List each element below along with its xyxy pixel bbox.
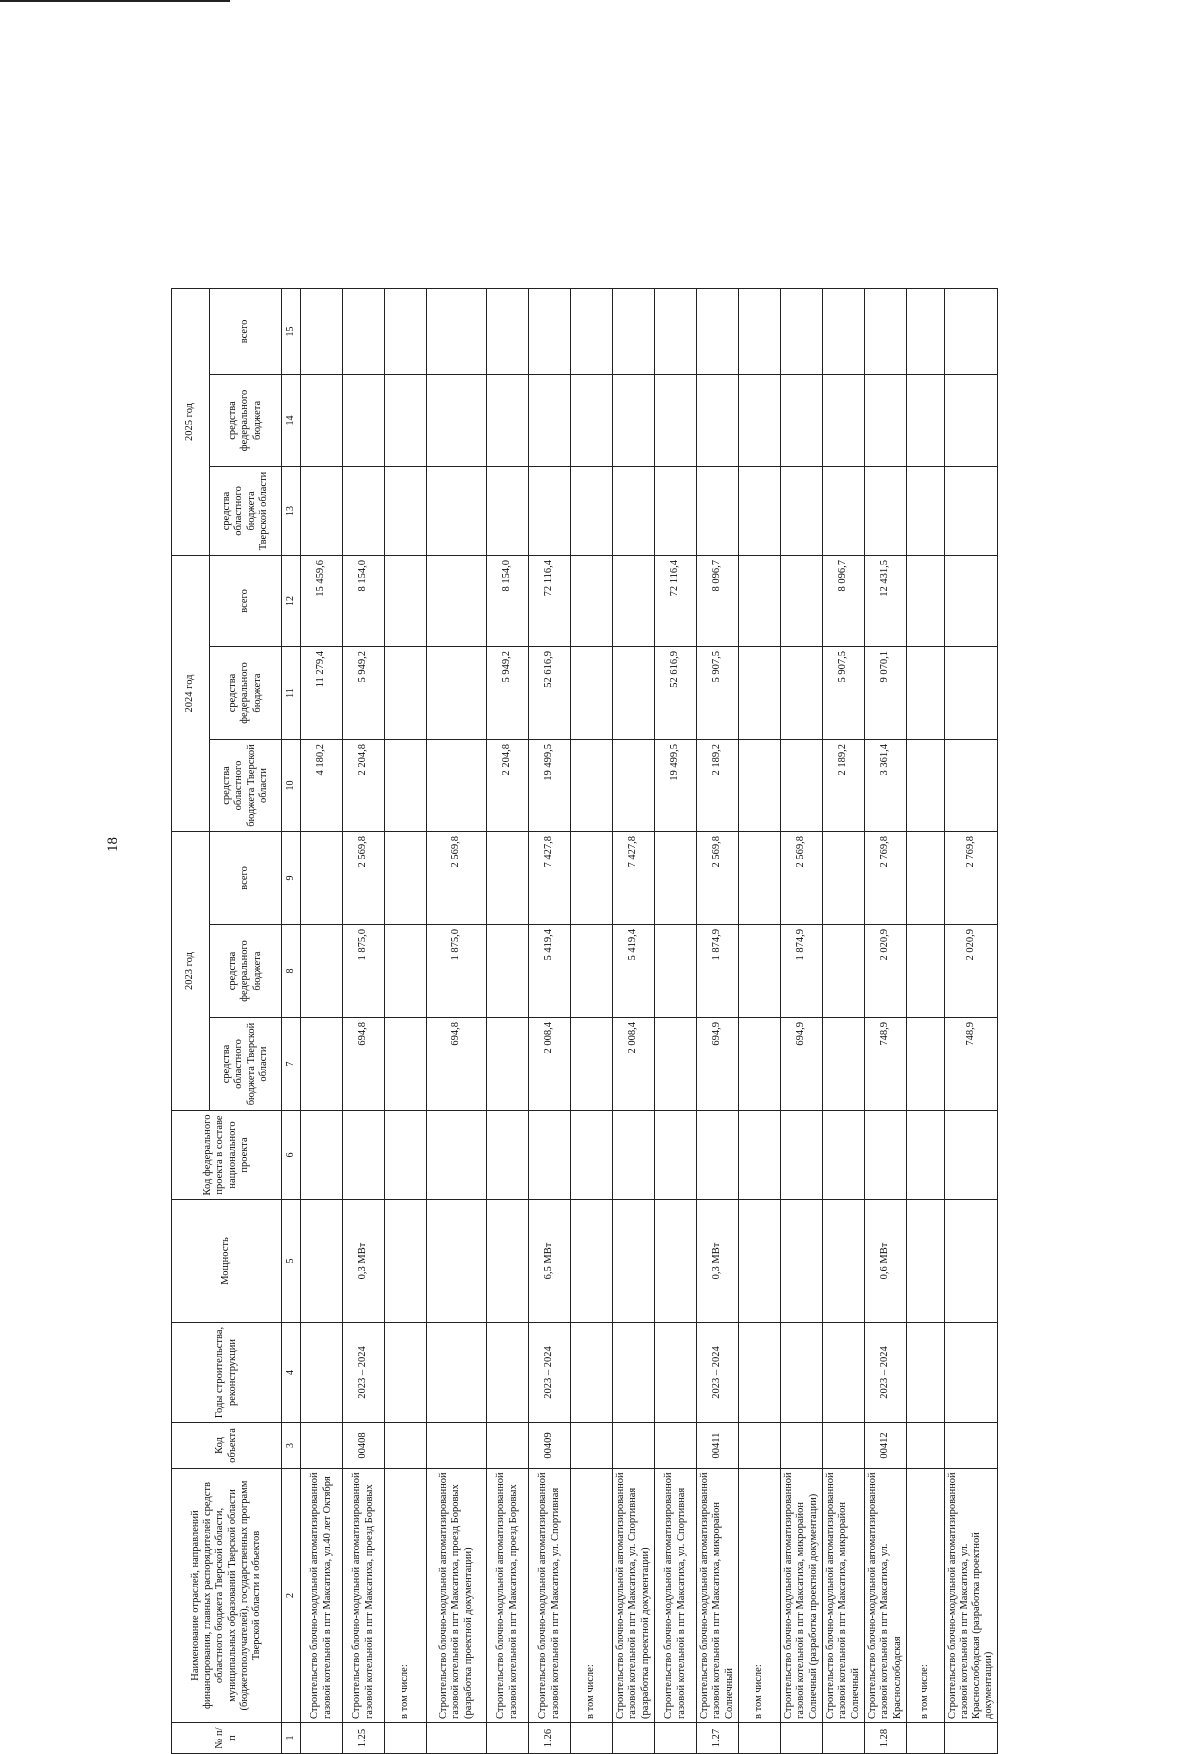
header-2025: 2025 год bbox=[171, 288, 209, 555]
cell-c10: 3 361,4 bbox=[864, 739, 906, 831]
cell-c10 bbox=[384, 739, 426, 831]
header-2024: 2024 год bbox=[171, 555, 209, 831]
cell-c11: 5 907,5 bbox=[822, 646, 864, 739]
cell-c14 bbox=[864, 374, 906, 466]
cell-name: в том числе: bbox=[738, 1468, 780, 1722]
cell-c7 bbox=[570, 1017, 612, 1110]
cell-power bbox=[654, 1199, 696, 1322]
cell-c8: 1 874,9 bbox=[696, 924, 738, 1017]
cell-c10 bbox=[426, 739, 486, 831]
cell-no: 1.25 bbox=[342, 1722, 384, 1753]
cell-years: 2023 – 2024 bbox=[696, 1322, 738, 1422]
cell-fedcode bbox=[342, 1110, 384, 1199]
cell-c8 bbox=[822, 924, 864, 1017]
cell-c14 bbox=[342, 374, 384, 466]
budget-table-rotated bbox=[171, 289, 1028, 1754]
table-row bbox=[342, 288, 384, 1753]
cell-c8: 5 419,4 bbox=[528, 924, 570, 1017]
cell-c15 bbox=[486, 288, 528, 374]
cell-c12 bbox=[738, 555, 780, 646]
header-fedcode: Код федерального проекта в составе национального проекта bbox=[171, 1110, 281, 1199]
cell-years: 2023 – 2024 bbox=[864, 1322, 906, 1422]
cell-c7: 748,9 bbox=[864, 1017, 906, 1110]
cell-fedcode bbox=[654, 1110, 696, 1199]
table-row bbox=[780, 288, 822, 1753]
cell-name: Строительство блочно-модульной автоматизированной газовой котельной в пгт Максатиха, ул. Спортивная bbox=[528, 1468, 570, 1722]
cell-c10: 4 180,2 bbox=[300, 739, 342, 831]
table-row bbox=[822, 288, 864, 1753]
cell-c13 bbox=[944, 466, 997, 555]
cell-c15 bbox=[944, 288, 997, 374]
header-no: № п/п bbox=[171, 1722, 281, 1753]
cell-c11: 5 949,2 bbox=[486, 646, 528, 739]
cell-code bbox=[486, 1422, 528, 1468]
cell-c7 bbox=[384, 1017, 426, 1110]
table-row bbox=[906, 288, 944, 1753]
cell-fedcode bbox=[822, 1110, 864, 1199]
cell-no bbox=[906, 1722, 944, 1753]
cell-c15 bbox=[528, 288, 570, 374]
table-row bbox=[528, 288, 570, 1753]
cell-c10 bbox=[570, 739, 612, 831]
cell-c11 bbox=[780, 646, 822, 739]
cell-c12: 8 096,7 bbox=[696, 555, 738, 646]
table-row bbox=[612, 288, 654, 1753]
cell-c15 bbox=[570, 288, 612, 374]
cell-c15 bbox=[696, 288, 738, 374]
table-row bbox=[944, 288, 997, 1753]
cell-years bbox=[300, 1322, 342, 1422]
cell-c15 bbox=[384, 288, 426, 374]
col-number: 5 bbox=[281, 1199, 300, 1322]
cell-c7 bbox=[738, 1017, 780, 1110]
cell-c14 bbox=[486, 374, 528, 466]
cell-code bbox=[426, 1422, 486, 1468]
cell-power: 0,3 МВт bbox=[696, 1199, 738, 1322]
table-row bbox=[486, 288, 528, 1753]
cell-fedcode bbox=[780, 1110, 822, 1199]
cell-c7 bbox=[906, 1017, 944, 1110]
cell-code: 00408 bbox=[342, 1422, 384, 1468]
header-2025-regional: средства областного бюджета Тверской области bbox=[209, 466, 281, 555]
cell-c13 bbox=[612, 466, 654, 555]
cell-code: 00409 bbox=[528, 1422, 570, 1468]
cell-name: Строительство блочно-модульной автоматизированной газовой котельной в пгт Максатиха, ул.40 лет Октября bbox=[300, 1468, 342, 1722]
cell-c7: 694,8 bbox=[426, 1017, 486, 1110]
cell-no bbox=[384, 1722, 426, 1753]
cell-c10 bbox=[780, 739, 822, 831]
cell-code bbox=[780, 1422, 822, 1468]
cell-power bbox=[612, 1199, 654, 1322]
cell-c9: 2 769,8 bbox=[864, 831, 906, 924]
cell-c9: 7 427,8 bbox=[612, 831, 654, 924]
cell-fedcode bbox=[384, 1110, 426, 1199]
col-number: 4 bbox=[281, 1322, 300, 1422]
cell-c8 bbox=[486, 924, 528, 1017]
cell-code: 00411 bbox=[696, 1422, 738, 1468]
cell-power bbox=[906, 1199, 944, 1322]
cell-c11: 5 907,5 bbox=[696, 646, 738, 739]
cell-years bbox=[654, 1322, 696, 1422]
cell-fedcode bbox=[300, 1110, 342, 1199]
cell-name: Строительство блочно-модульной автоматизированной газовой котельной в пгт Максатиха, проезд Боровых (разработка проектной документации) bbox=[426, 1468, 486, 1722]
cell-c8 bbox=[570, 924, 612, 1017]
cell-c9 bbox=[654, 831, 696, 924]
cell-c12 bbox=[570, 555, 612, 646]
cell-fedcode bbox=[612, 1110, 654, 1199]
cell-c11: 52 616,9 bbox=[654, 646, 696, 739]
cell-c7: 748,9 bbox=[944, 1017, 997, 1110]
cell-fedcode bbox=[864, 1110, 906, 1199]
cell-c12: 15 459,6 bbox=[300, 555, 342, 646]
col-number: 3 bbox=[281, 1422, 300, 1468]
cell-c14 bbox=[612, 374, 654, 466]
cell-c11 bbox=[426, 646, 486, 739]
cell-c8: 1 875,0 bbox=[342, 924, 384, 1017]
cell-name: в том числе: bbox=[906, 1468, 944, 1722]
cell-c15 bbox=[342, 288, 384, 374]
cell-fedcode bbox=[426, 1110, 486, 1199]
table-row bbox=[738, 288, 780, 1753]
cell-no: 1.26 bbox=[528, 1722, 570, 1753]
cell-code bbox=[944, 1422, 997, 1468]
cell-c9 bbox=[384, 831, 426, 924]
cell-power: 6,5 МВт bbox=[528, 1199, 570, 1322]
cell-c13 bbox=[486, 466, 528, 555]
cell-code: 00412 bbox=[864, 1422, 906, 1468]
cell-c8 bbox=[738, 924, 780, 1017]
cell-years bbox=[570, 1322, 612, 1422]
col-number: 8 bbox=[281, 924, 300, 1017]
cell-c8 bbox=[300, 924, 342, 1017]
cell-power bbox=[570, 1199, 612, 1322]
cell-c12: 8 154,0 bbox=[486, 555, 528, 646]
cell-no: 1.27 bbox=[696, 1722, 738, 1753]
cell-c12: 72 116,4 bbox=[654, 555, 696, 646]
header-code: Код объекта bbox=[171, 1422, 281, 1468]
cell-c13 bbox=[696, 466, 738, 555]
cell-c10: 19 499,5 bbox=[528, 739, 570, 831]
cell-name: Строительство блочно-модульной автоматизированной газовой котельной в пгт Максатиха, микрорайон Солнечный (разработка проектной документации) bbox=[780, 1468, 822, 1722]
cell-c10 bbox=[944, 739, 997, 831]
cell-c7 bbox=[300, 1017, 342, 1110]
cell-power: 0,6 МВт bbox=[864, 1199, 906, 1322]
cell-c13 bbox=[528, 466, 570, 555]
header-2023-total: всего bbox=[209, 831, 281, 924]
cell-name: Строительство блочно-модульной автоматизированной газовой котельной в пгт Максатиха, ул. Спортивная bbox=[654, 1468, 696, 1722]
cell-c11: 9 070,1 bbox=[864, 646, 906, 739]
cell-c12 bbox=[612, 555, 654, 646]
cell-c7 bbox=[486, 1017, 528, 1110]
cell-c9 bbox=[570, 831, 612, 924]
header-power: Мощность bbox=[171, 1199, 281, 1322]
cell-c9: 2 569,8 bbox=[696, 831, 738, 924]
cell-c13 bbox=[780, 466, 822, 555]
cell-c12 bbox=[384, 555, 426, 646]
cell-c11 bbox=[570, 646, 612, 739]
cell-c10 bbox=[738, 739, 780, 831]
page-number: 18 bbox=[105, 837, 121, 852]
cell-years: 2023 – 2024 bbox=[342, 1322, 384, 1422]
scan-edge-line bbox=[0, 0, 230, 2]
cell-c11 bbox=[384, 646, 426, 739]
cell-c8 bbox=[384, 924, 426, 1017]
cell-c7: 2 008,4 bbox=[528, 1017, 570, 1110]
cell-c7: 694,9 bbox=[780, 1017, 822, 1110]
cell-power bbox=[780, 1199, 822, 1322]
header-2025-total: всего bbox=[209, 288, 281, 374]
cell-c13 bbox=[570, 466, 612, 555]
cell-fedcode bbox=[944, 1110, 997, 1199]
col-number: 14 bbox=[281, 374, 300, 466]
table-row bbox=[570, 288, 612, 1753]
table-row bbox=[696, 288, 738, 1753]
cell-c9 bbox=[300, 831, 342, 924]
col-number: 7 bbox=[281, 1017, 300, 1110]
cell-power bbox=[300, 1199, 342, 1322]
cell-c10: 19 499,5 bbox=[654, 739, 696, 831]
cell-c8 bbox=[906, 924, 944, 1017]
cell-c7: 694,8 bbox=[342, 1017, 384, 1110]
cell-name: Строительство блочно-модульной автоматизированной газовой котельной в пгт Максатиха, ул. Краснослободская bbox=[864, 1468, 906, 1722]
cell-c8: 1 874,9 bbox=[780, 924, 822, 1017]
cell-c13 bbox=[384, 466, 426, 555]
cell-c15 bbox=[780, 288, 822, 374]
cell-c14 bbox=[570, 374, 612, 466]
cell-no bbox=[822, 1722, 864, 1753]
cell-c13 bbox=[654, 466, 696, 555]
cell-code bbox=[822, 1422, 864, 1468]
cell-code bbox=[906, 1422, 944, 1468]
cell-years: 2023 – 2024 bbox=[528, 1322, 570, 1422]
cell-code bbox=[384, 1422, 426, 1468]
cell-years bbox=[384, 1322, 426, 1422]
header-2024-regional: средства областного бюджета Тверской области bbox=[209, 739, 281, 831]
col-number: 12 bbox=[281, 555, 300, 646]
cell-c11 bbox=[944, 646, 997, 739]
header-2023-regional: средства областного бюджета Тверской области bbox=[209, 1017, 281, 1110]
cell-name: Строительство блочно-модульной автоматизированной газовой котельной в пгт Максатиха, ул. Краснослободская (разработка проектной документации) bbox=[944, 1468, 997, 1722]
cell-c10 bbox=[612, 739, 654, 831]
cell-c12 bbox=[780, 555, 822, 646]
cell-c8: 2 020,9 bbox=[944, 924, 997, 1017]
cell-c15 bbox=[822, 288, 864, 374]
cell-c15 bbox=[864, 288, 906, 374]
cell-fedcode bbox=[528, 1110, 570, 1199]
cell-name: Строительство блочно-модульной автоматизированной газовой котельной в пгт Максатиха, проезд Боровых bbox=[486, 1468, 528, 1722]
header-2024-total: всего bbox=[209, 555, 281, 646]
cell-name: Строительство блочно-модульной автоматизированной газовой котельной в пгт Максатиха, микрорайон Солнечный bbox=[696, 1468, 738, 1722]
table-row bbox=[384, 288, 426, 1753]
cell-no bbox=[944, 1722, 997, 1753]
cell-c15 bbox=[612, 288, 654, 374]
cell-c14 bbox=[426, 374, 486, 466]
table-row bbox=[864, 288, 906, 1753]
cell-c9: 7 427,8 bbox=[528, 831, 570, 924]
cell-c14 bbox=[944, 374, 997, 466]
cell-c15 bbox=[300, 288, 342, 374]
cell-fedcode bbox=[486, 1110, 528, 1199]
cell-c11 bbox=[738, 646, 780, 739]
cell-c8: 1 875,0 bbox=[426, 924, 486, 1017]
cell-c11: 52 616,9 bbox=[528, 646, 570, 739]
cell-c12: 8 154,0 bbox=[342, 555, 384, 646]
cell-years bbox=[486, 1322, 528, 1422]
cell-no: 1.28 bbox=[864, 1722, 906, 1753]
cell-power bbox=[384, 1199, 426, 1322]
cell-name: Строительство блочно-модульной автоматизированной газовой котельной в пгт Максатиха, ул. Спортивная (разработка проектной документации) bbox=[612, 1468, 654, 1722]
col-number: 2 bbox=[281, 1468, 300, 1722]
col-number: 11 bbox=[281, 646, 300, 739]
cell-years bbox=[906, 1322, 944, 1422]
cell-c9 bbox=[822, 831, 864, 924]
cell-c9: 2 569,8 bbox=[780, 831, 822, 924]
cell-no bbox=[780, 1722, 822, 1753]
cell-c7: 694,9 bbox=[696, 1017, 738, 1110]
cell-years bbox=[612, 1322, 654, 1422]
cell-c13 bbox=[822, 466, 864, 555]
cell-c11: 11 279,4 bbox=[300, 646, 342, 739]
cell-no bbox=[300, 1722, 342, 1753]
cell-c10: 2 204,8 bbox=[342, 739, 384, 831]
cell-fedcode bbox=[570, 1110, 612, 1199]
cell-power bbox=[486, 1199, 528, 1322]
cell-c15 bbox=[906, 288, 944, 374]
table-row bbox=[654, 288, 696, 1753]
cell-c8 bbox=[654, 924, 696, 1017]
cell-c14 bbox=[528, 374, 570, 466]
cell-c7: 2 008,4 bbox=[612, 1017, 654, 1110]
cell-c14 bbox=[822, 374, 864, 466]
cell-c13 bbox=[738, 466, 780, 555]
cell-c13 bbox=[300, 466, 342, 555]
cell-code bbox=[612, 1422, 654, 1468]
cell-c12 bbox=[944, 555, 997, 646]
cell-years bbox=[822, 1322, 864, 1422]
cell-power: 0,3 МВт bbox=[342, 1199, 384, 1322]
cell-c9 bbox=[906, 831, 944, 924]
cell-c14 bbox=[738, 374, 780, 466]
cell-fedcode bbox=[696, 1110, 738, 1199]
header-2023: 2023 год bbox=[171, 831, 209, 1110]
cell-c7 bbox=[654, 1017, 696, 1110]
col-number: 6 bbox=[281, 1110, 300, 1199]
cell-c11 bbox=[906, 646, 944, 739]
cell-years bbox=[944, 1322, 997, 1422]
cell-power bbox=[944, 1199, 997, 1322]
budget-table bbox=[171, 287, 998, 1753]
cell-c12: 8 096,7 bbox=[822, 555, 864, 646]
table-row bbox=[426, 288, 486, 1753]
cell-c15 bbox=[426, 288, 486, 374]
cell-no bbox=[654, 1722, 696, 1753]
cell-c13 bbox=[906, 466, 944, 555]
col-number: 1 bbox=[281, 1722, 300, 1753]
col-number: 9 bbox=[281, 831, 300, 924]
cell-c8: 2 020,9 bbox=[864, 924, 906, 1017]
cell-code bbox=[654, 1422, 696, 1468]
cell-power bbox=[822, 1199, 864, 1322]
cell-c14 bbox=[780, 374, 822, 466]
cell-c7 bbox=[822, 1017, 864, 1110]
cell-c10: 2 189,2 bbox=[822, 739, 864, 831]
cell-power bbox=[426, 1199, 486, 1322]
cell-no bbox=[738, 1722, 780, 1753]
header-2023-federal: средства федерального бюджета bbox=[209, 924, 281, 1017]
cell-name: в том числе: bbox=[384, 1468, 426, 1722]
cell-code bbox=[570, 1422, 612, 1468]
cell-no bbox=[570, 1722, 612, 1753]
cell-c10: 2 204,8 bbox=[486, 739, 528, 831]
table-body bbox=[300, 288, 997, 1753]
cell-no bbox=[426, 1722, 486, 1753]
cell-c9 bbox=[486, 831, 528, 924]
cell-c8: 5 419,4 bbox=[612, 924, 654, 1017]
cell-c9 bbox=[738, 831, 780, 924]
cell-code bbox=[738, 1422, 780, 1468]
cell-fedcode bbox=[738, 1110, 780, 1199]
cell-c12: 72 116,4 bbox=[528, 555, 570, 646]
cell-c14 bbox=[696, 374, 738, 466]
cell-c12 bbox=[906, 555, 944, 646]
cell-c13 bbox=[342, 466, 384, 555]
cell-c14 bbox=[384, 374, 426, 466]
cell-c14 bbox=[654, 374, 696, 466]
cell-name: Строительство блочно-модульной автоматизированной газовой котельной в пгт Максатиха, микрорайон Солнечный bbox=[822, 1468, 864, 1722]
cell-c9: 2 569,8 bbox=[426, 831, 486, 924]
cell-name: в том числе: bbox=[570, 1468, 612, 1722]
col-number: 13 bbox=[281, 466, 300, 555]
header-years: Годы строительства, реконструкции bbox=[171, 1322, 281, 1422]
cell-c15 bbox=[738, 288, 780, 374]
cell-c11 bbox=[612, 646, 654, 739]
cell-c10: 2 189,2 bbox=[696, 739, 738, 831]
cell-c11: 5 949,2 bbox=[342, 646, 384, 739]
cell-no bbox=[486, 1722, 528, 1753]
cell-c12: 12 431,5 bbox=[864, 555, 906, 646]
cell-c14 bbox=[906, 374, 944, 466]
header-2025-federal: средства федерального бюджета bbox=[209, 374, 281, 466]
cell-c9: 2 769,8 bbox=[944, 831, 997, 924]
col-number: 15 bbox=[281, 288, 300, 374]
cell-fedcode bbox=[906, 1110, 944, 1199]
header-name: Наименование отраслей, направлений финансирования, главных распорядителей средств областного бюджета Тверской области, муниципальных образований Тверской области (бюджетополучателей), государственных программ Тверской области и объектов bbox=[171, 1468, 281, 1722]
cell-code bbox=[300, 1422, 342, 1468]
cell-c15 bbox=[654, 288, 696, 374]
col-number: 10 bbox=[281, 739, 300, 831]
cell-power bbox=[738, 1199, 780, 1322]
cell-c9: 2 569,8 bbox=[342, 831, 384, 924]
cell-c13 bbox=[864, 466, 906, 555]
cell-c13 bbox=[426, 466, 486, 555]
cell-no bbox=[612, 1722, 654, 1753]
column-number-row bbox=[281, 288, 300, 1753]
cell-c12 bbox=[426, 555, 486, 646]
header-2024-federal: средства федерального бюджета bbox=[209, 646, 281, 739]
cell-years bbox=[738, 1322, 780, 1422]
table-row bbox=[300, 288, 342, 1753]
cell-years bbox=[426, 1322, 486, 1422]
cell-c14 bbox=[300, 374, 342, 466]
cell-c10 bbox=[906, 739, 944, 831]
cell-name: Строительство блочно-модульной автоматизированной газовой котельной в пгт Максатиха, проезд Боровых bbox=[342, 1468, 384, 1722]
cell-years bbox=[780, 1322, 822, 1422]
